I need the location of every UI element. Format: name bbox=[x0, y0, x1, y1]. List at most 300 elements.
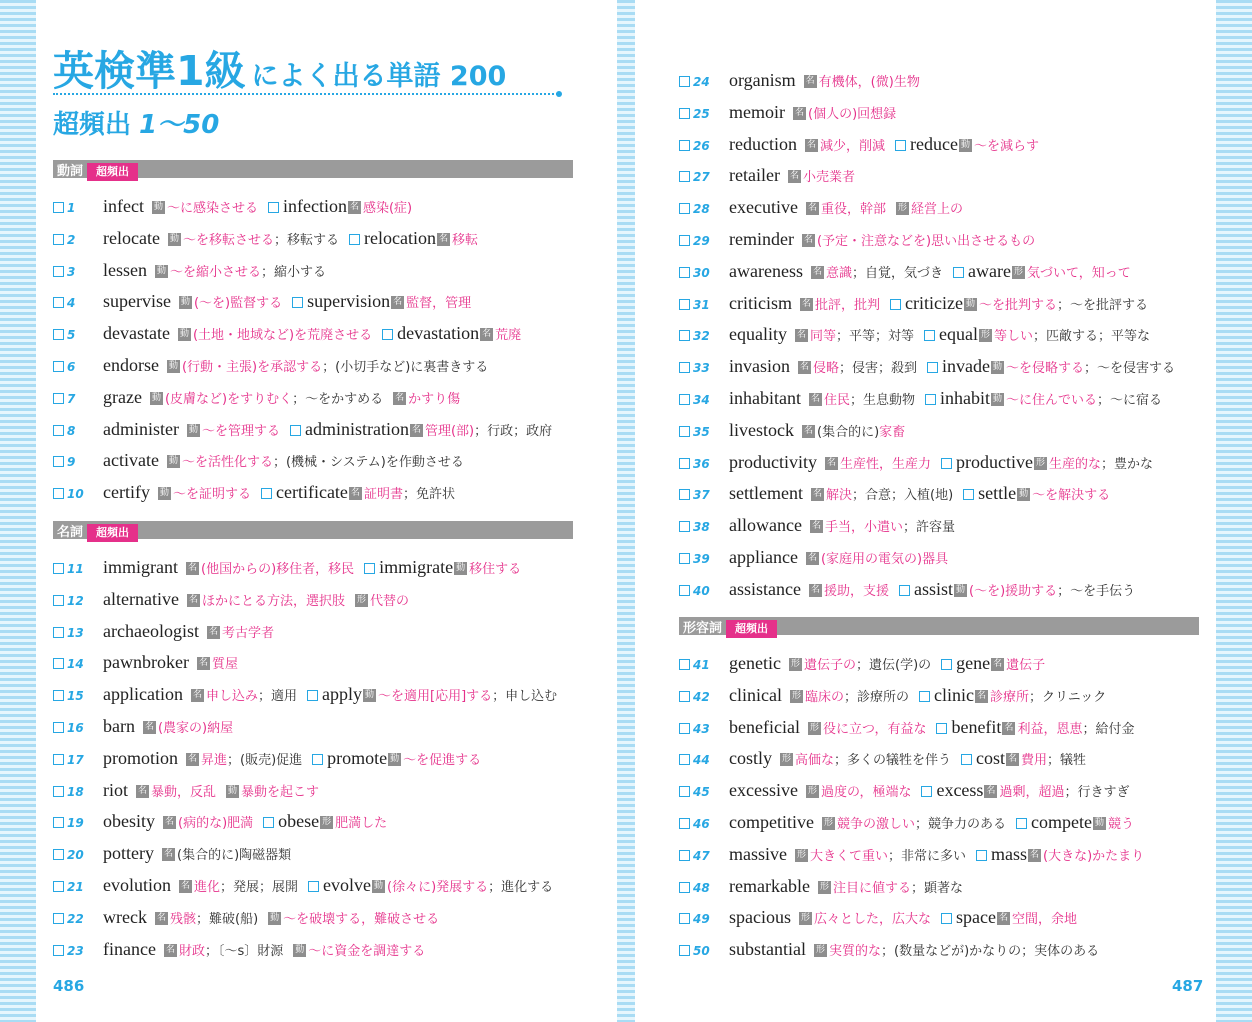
checkbox[interactable] bbox=[53, 817, 64, 828]
headword: invasion bbox=[729, 356, 790, 376]
definition: 意識 bbox=[825, 266, 852, 281]
word-entry-row bbox=[53, 648, 573, 676]
checkbox[interactable] bbox=[679, 818, 690, 829]
headword: organism bbox=[729, 70, 796, 90]
pos-icon: 名 bbox=[1004, 723, 1014, 733]
headword: certify bbox=[103, 482, 150, 502]
derived-note: ；〜に宿る bbox=[1097, 393, 1163, 408]
derived-word: immigrate bbox=[379, 557, 454, 577]
page-number-right: 487 bbox=[1172, 977, 1204, 995]
headword: assistance bbox=[729, 579, 801, 599]
checkbox[interactable] bbox=[679, 786, 690, 797]
entry-number: 21 bbox=[67, 880, 84, 894]
checkbox[interactable] bbox=[308, 881, 319, 892]
pos-icon: 動 bbox=[365, 690, 375, 700]
pos-icon: 名 bbox=[812, 489, 822, 499]
headword: clinical bbox=[729, 685, 782, 705]
definition-note: ；多くの犠牲を伴う bbox=[834, 753, 952, 768]
entry-number: 9 bbox=[67, 455, 76, 469]
word-entry-row bbox=[679, 744, 1199, 772]
word-entry-row bbox=[679, 130, 1199, 158]
pos-icon: 名 bbox=[976, 691, 986, 701]
word-entry-row bbox=[679, 193, 1199, 221]
section-badge: 超頻出 bbox=[87, 524, 138, 542]
word-entry-row bbox=[53, 839, 573, 867]
headword: evolution bbox=[103, 875, 171, 895]
definition: (皮膚など)をすりむく bbox=[164, 392, 293, 407]
headword: equality bbox=[729, 324, 787, 344]
derived-definition: 代替の bbox=[369, 594, 409, 609]
checkbox[interactable] bbox=[953, 267, 964, 278]
checkbox[interactable] bbox=[941, 913, 952, 924]
checkbox[interactable] bbox=[679, 945, 690, 956]
headword: pottery bbox=[103, 843, 154, 863]
entry-number: 39 bbox=[693, 552, 710, 566]
entry-number: 23 bbox=[67, 944, 84, 958]
pos-icon: 動 bbox=[169, 234, 179, 244]
derived-word: devastation bbox=[397, 323, 480, 343]
definition-note: ；平等；対等 bbox=[836, 329, 915, 344]
pos-icon: 形 bbox=[815, 945, 825, 955]
headword: remarkable bbox=[729, 876, 810, 896]
word-entry-row bbox=[679, 575, 1199, 603]
checkbox[interactable] bbox=[679, 754, 690, 765]
definition: 小売業者 bbox=[802, 170, 855, 185]
headword: immigrant bbox=[103, 557, 178, 577]
entry-number: 17 bbox=[67, 753, 84, 767]
definition: 手当，小遣い bbox=[824, 520, 903, 535]
definition: 住民 bbox=[823, 393, 850, 408]
checkbox[interactable] bbox=[53, 849, 64, 860]
word-entry-row bbox=[679, 840, 1199, 868]
word-entry-row bbox=[679, 320, 1199, 348]
checkbox[interactable] bbox=[268, 202, 279, 213]
derived-definition: 生産的な bbox=[1049, 457, 1102, 472]
checkbox[interactable] bbox=[53, 563, 64, 574]
headword: beneficial bbox=[729, 717, 800, 737]
word-entry-row bbox=[679, 543, 1199, 571]
checkbox[interactable] bbox=[679, 882, 690, 893]
checkbox[interactable] bbox=[349, 234, 360, 245]
entry-number: 48 bbox=[693, 881, 710, 895]
word-entry-row bbox=[679, 903, 1199, 931]
headword: obesity bbox=[103, 811, 155, 831]
word-entry-row bbox=[679, 808, 1199, 836]
pos-icon: 形 bbox=[1013, 267, 1023, 277]
checkbox[interactable] bbox=[679, 489, 690, 500]
definition-note: ；競争力のある bbox=[915, 817, 1007, 832]
headword: lessen bbox=[103, 260, 147, 280]
pos-icon: 名 bbox=[438, 234, 448, 244]
checkbox[interactable] bbox=[1016, 818, 1027, 829]
word-entry-row bbox=[679, 416, 1199, 444]
derived-word: gene bbox=[956, 653, 991, 673]
definition: (〜を)監督する bbox=[193, 296, 283, 311]
definition: 大きくて重い bbox=[810, 849, 889, 864]
derived-word: reduce bbox=[910, 134, 958, 154]
headword: reduction bbox=[729, 134, 797, 154]
derived-word: assist bbox=[914, 579, 954, 599]
definition: 進化 bbox=[194, 880, 221, 895]
pos-icon: 形 bbox=[897, 203, 907, 213]
derived-word: benefit bbox=[951, 717, 1002, 737]
definition: 申し込み bbox=[205, 689, 258, 704]
definition: 〜を管理する bbox=[201, 424, 280, 439]
checkbox[interactable] bbox=[927, 362, 938, 373]
headword: memoir bbox=[729, 102, 785, 122]
derived-note: ；豊かな bbox=[1101, 457, 1154, 472]
left-page bbox=[36, 0, 617, 1022]
checkbox[interactable] bbox=[261, 488, 272, 499]
checkbox[interactable] bbox=[679, 394, 690, 405]
definition: 過度の，極端な bbox=[820, 785, 912, 800]
pos-icon: 名 bbox=[789, 171, 799, 181]
derived-note: ；行きすぎ bbox=[1064, 785, 1130, 800]
checkbox[interactable] bbox=[679, 235, 690, 246]
word-entry-row bbox=[679, 479, 1199, 507]
checkbox[interactable] bbox=[53, 425, 64, 436]
entry-number: 49 bbox=[693, 912, 710, 926]
definition: 〜に感染させる bbox=[166, 201, 258, 216]
subtitle bbox=[53, 104, 219, 141]
definition-note: ；難破(船) bbox=[196, 912, 259, 927]
entry-number: 38 bbox=[693, 520, 710, 534]
checkbox[interactable] bbox=[936, 723, 947, 734]
pos-icon: 名 bbox=[806, 140, 816, 150]
derived-word: administration bbox=[305, 419, 409, 439]
checkbox[interactable] bbox=[679, 585, 690, 596]
headword: criticism bbox=[729, 293, 792, 313]
checkbox[interactable] bbox=[679, 659, 690, 670]
pos-icon: 動 bbox=[956, 585, 966, 595]
pos-icon: 形 bbox=[791, 691, 801, 701]
checkbox[interactable] bbox=[382, 329, 393, 340]
headword: retailer bbox=[729, 165, 780, 185]
checkbox[interactable] bbox=[53, 786, 64, 797]
definition: (農家の)納屋 bbox=[157, 721, 234, 736]
pos-icon: 名 bbox=[803, 235, 813, 245]
definition: (予定・注意などを)思い出させるもの bbox=[816, 234, 1036, 249]
definition-note: ；〜をかすめる bbox=[292, 392, 384, 407]
checkbox[interactable] bbox=[899, 585, 910, 596]
word-entry-row bbox=[53, 256, 573, 284]
word-entry-row bbox=[53, 935, 573, 963]
definition: 援助，支援 bbox=[823, 584, 889, 599]
checkbox[interactable] bbox=[976, 850, 987, 861]
derived-definition: 経営上の bbox=[910, 202, 963, 217]
checkbox[interactable] bbox=[679, 171, 690, 182]
checkbox[interactable] bbox=[679, 362, 690, 373]
pos-icon: 動 bbox=[168, 456, 178, 466]
checkbox[interactable] bbox=[53, 627, 64, 638]
word-entry-row bbox=[53, 287, 573, 315]
checkbox[interactable] bbox=[290, 425, 301, 436]
checkbox[interactable] bbox=[679, 76, 690, 87]
headword: promotion bbox=[103, 748, 178, 768]
derived-word: criticize bbox=[905, 293, 963, 313]
derived-definition: 〜に住んでいる bbox=[1006, 393, 1098, 408]
checkbox[interactable] bbox=[941, 659, 952, 670]
derived-word: relocation bbox=[363, 228, 436, 248]
entry-number: 27 bbox=[693, 170, 710, 184]
definition: ほかにとる方法，選択肢 bbox=[201, 594, 345, 609]
headword: wreck bbox=[103, 907, 147, 927]
checkbox[interactable] bbox=[679, 521, 690, 532]
checkbox[interactable] bbox=[919, 691, 930, 702]
definition: 臨床の bbox=[804, 690, 844, 705]
checkbox[interactable] bbox=[53, 234, 64, 245]
word-entry-row bbox=[679, 257, 1199, 285]
checkbox[interactable] bbox=[941, 458, 952, 469]
checkbox[interactable] bbox=[53, 690, 64, 701]
checkbox[interactable] bbox=[679, 330, 690, 341]
section-badge: 超頻出 bbox=[87, 163, 138, 181]
word-entry-row bbox=[679, 713, 1199, 741]
definition: 遺伝子の bbox=[803, 658, 856, 673]
pos-icon: 形 bbox=[790, 659, 800, 669]
derived-definition: 〜に資金を調達する bbox=[308, 944, 426, 959]
definition-note: ；自覚，気づき bbox=[851, 266, 943, 281]
checkbox[interactable] bbox=[53, 595, 64, 606]
pos-icon: 形 bbox=[796, 850, 806, 860]
word-entry-row bbox=[53, 415, 573, 443]
checkbox[interactable] bbox=[679, 850, 690, 861]
word-entry-row bbox=[679, 384, 1199, 412]
definition-note: ；移転する bbox=[273, 233, 339, 248]
definition: 解決 bbox=[825, 488, 852, 503]
pos-icon: 名 bbox=[156, 913, 166, 923]
entry-number: 1 bbox=[67, 201, 76, 215]
definition: (行動・主張)を承認する bbox=[181, 360, 323, 375]
checkbox[interactable] bbox=[679, 553, 690, 564]
definition-note: ；(販売)促進 bbox=[227, 753, 303, 768]
word-entry-row bbox=[53, 776, 573, 804]
checkbox[interactable] bbox=[53, 266, 64, 277]
headword: infect bbox=[103, 196, 144, 216]
section-label: 動詞 bbox=[57, 164, 84, 179]
pos-icon: 形 bbox=[807, 786, 817, 796]
checkbox[interactable] bbox=[53, 488, 64, 499]
pos-icon: 動 bbox=[153, 202, 163, 212]
pos-icon: 形 bbox=[322, 817, 332, 827]
derived-definition: 荒廃 bbox=[495, 328, 522, 343]
headword: riot bbox=[103, 780, 128, 800]
derived-definition: かすり傷 bbox=[408, 392, 461, 407]
checkbox[interactable] bbox=[679, 426, 690, 437]
pos-icon: 動 bbox=[159, 488, 169, 498]
checkbox[interactable] bbox=[924, 330, 935, 341]
pos-icon: 動 bbox=[390, 754, 400, 764]
subtitle-range: 1〜50 bbox=[139, 110, 220, 140]
checkbox[interactable] bbox=[963, 489, 974, 500]
checkbox[interactable] bbox=[312, 754, 323, 765]
checkbox[interactable] bbox=[53, 754, 64, 765]
word-entry-row bbox=[53, 383, 573, 411]
entry-number: 7 bbox=[67, 392, 76, 406]
checkbox[interactable] bbox=[53, 881, 64, 892]
pos-icon: 名 bbox=[188, 595, 198, 605]
headword: livestock bbox=[729, 420, 794, 440]
checkbox[interactable] bbox=[53, 456, 64, 467]
word-entry-row bbox=[53, 744, 573, 772]
derived-word: promote bbox=[327, 748, 388, 768]
entry-number: 14 bbox=[67, 657, 84, 671]
checkbox[interactable] bbox=[53, 329, 64, 340]
checkbox[interactable] bbox=[53, 393, 64, 404]
pos-icon: 動 bbox=[180, 297, 190, 307]
checkbox[interactable] bbox=[925, 394, 936, 405]
word-entry-row bbox=[679, 98, 1199, 126]
entry-number: 8 bbox=[67, 424, 76, 438]
section-badge: 超頻出 bbox=[726, 620, 777, 638]
derived-note: ；行政；政府 bbox=[474, 424, 553, 439]
derived-definition: 〜を解決する bbox=[1032, 488, 1111, 503]
checkbox[interactable] bbox=[53, 361, 64, 372]
derived-definition: (徐々に)発展する bbox=[387, 880, 489, 895]
derived-word: obese bbox=[278, 811, 320, 831]
word-entry-row bbox=[679, 161, 1199, 189]
pos-icon: 名 bbox=[803, 426, 813, 436]
entry-number: 10 bbox=[67, 487, 84, 501]
checkbox[interactable] bbox=[895, 140, 906, 151]
entry-number: 2 bbox=[67, 233, 76, 247]
checkbox[interactable] bbox=[679, 299, 690, 310]
entry-number: 35 bbox=[693, 425, 710, 439]
entry-number: 34 bbox=[693, 393, 710, 407]
checkbox[interactable] bbox=[679, 691, 690, 702]
derived-definition: 費用 bbox=[1021, 753, 1048, 768]
pos-icon: 動 bbox=[168, 361, 178, 371]
derived-word: supervision bbox=[307, 291, 391, 311]
headword: endorse bbox=[103, 355, 159, 375]
checkbox[interactable] bbox=[307, 690, 318, 701]
derived-definition: 移住する bbox=[469, 562, 522, 577]
derived-note: ；進化する bbox=[488, 880, 554, 895]
definition-note: ；合意；入植(地) bbox=[852, 488, 954, 503]
definition-note: ；遺伝(学)の bbox=[856, 658, 932, 673]
derived-note: ；免許状 bbox=[402, 487, 455, 502]
checkbox[interactable] bbox=[921, 786, 932, 797]
word-entry-row bbox=[679, 649, 1199, 677]
checkbox[interactable] bbox=[53, 202, 64, 213]
pos-icon: 動 bbox=[188, 425, 198, 435]
pos-icon: 動 bbox=[993, 362, 1003, 372]
checkbox[interactable] bbox=[263, 817, 274, 828]
pos-icon: 動 bbox=[960, 140, 970, 150]
checkbox[interactable] bbox=[292, 297, 303, 308]
headword: devastate bbox=[103, 323, 170, 343]
entry-number: 40 bbox=[693, 584, 710, 598]
pos-icon: 名 bbox=[198, 658, 208, 668]
checkbox[interactable] bbox=[961, 754, 972, 765]
pos-icon: 形 bbox=[819, 882, 829, 892]
checkbox[interactable] bbox=[679, 267, 690, 278]
entry-number: 16 bbox=[67, 721, 84, 735]
definition-note: ；(機械・システム)を作動させる bbox=[272, 455, 464, 470]
headword: genetic bbox=[729, 653, 781, 673]
pos-icon: 名 bbox=[810, 394, 820, 404]
definition-note: ；発展；展開 bbox=[220, 880, 299, 895]
derived-definition: 〜を促進する bbox=[403, 753, 482, 768]
section-header-noun bbox=[53, 521, 573, 539]
definition: (土地・地域など)を荒廃させる bbox=[192, 328, 373, 343]
word-entry-row bbox=[53, 903, 573, 931]
checkbox[interactable] bbox=[679, 108, 690, 119]
derived-definition: 〜を侵略する bbox=[1006, 361, 1085, 376]
word-entry-row bbox=[53, 351, 573, 379]
entry-number: 37 bbox=[693, 488, 710, 502]
pos-icon: 名 bbox=[807, 203, 817, 213]
definition: 〜を証明する bbox=[172, 487, 251, 502]
definition: 残骸 bbox=[169, 912, 196, 927]
entry-number: 20 bbox=[67, 848, 84, 862]
entry-number: 11 bbox=[67, 562, 84, 576]
entry-number: 31 bbox=[693, 298, 710, 312]
pos-icon: 名 bbox=[799, 362, 809, 372]
pos-icon: 形 bbox=[356, 595, 366, 605]
pos-icon: 形 bbox=[980, 330, 990, 340]
derived-word: excess bbox=[936, 780, 984, 800]
pos-icon: 名 bbox=[187, 563, 197, 573]
entry-number: 33 bbox=[693, 361, 710, 375]
headword: pawnbroker bbox=[103, 652, 189, 672]
pos-icon: 名 bbox=[794, 108, 804, 118]
entry-number: 47 bbox=[693, 849, 710, 863]
derived-note: ；申し込む bbox=[492, 689, 558, 704]
checkbox[interactable] bbox=[53, 297, 64, 308]
word-entry-row bbox=[679, 872, 1199, 900]
checkbox[interactable] bbox=[679, 203, 690, 214]
section-header-adjective bbox=[679, 617, 1199, 635]
checkbox[interactable] bbox=[53, 945, 64, 956]
derived-definition: 等しい bbox=[994, 329, 1034, 344]
checkbox[interactable] bbox=[364, 563, 375, 574]
derived-note: ；〜を手伝う bbox=[1057, 584, 1136, 599]
pos-icon: 名 bbox=[810, 585, 820, 595]
page-title bbox=[53, 38, 507, 95]
entry-number: 15 bbox=[67, 689, 84, 703]
definition: 生産性，生産力 bbox=[840, 457, 932, 472]
headword: inhabitant bbox=[729, 388, 801, 408]
headword: allowance bbox=[729, 515, 802, 535]
headword: executive bbox=[729, 197, 798, 217]
derived-definition: (大きな)かたまり bbox=[1043, 849, 1145, 864]
checkbox[interactable] bbox=[53, 722, 64, 733]
derived-word: space bbox=[956, 907, 996, 927]
definition: 〜を活性化する bbox=[181, 455, 273, 470]
derived-word: certificate bbox=[275, 482, 348, 502]
section-label: 名詞 bbox=[57, 525, 84, 540]
headword: reminder bbox=[729, 229, 794, 249]
checkbox[interactable] bbox=[679, 913, 690, 924]
subtitle-label: 超頻出 bbox=[53, 110, 132, 140]
definition: 考古学者 bbox=[221, 626, 274, 641]
checkbox[interactable] bbox=[890, 299, 901, 310]
derived-definition: 監督，管理 bbox=[406, 296, 472, 311]
pos-icon: 動 bbox=[295, 945, 305, 955]
definition: 注目に値する bbox=[832, 881, 911, 896]
pos-icon: 名 bbox=[986, 786, 996, 796]
checkbox[interactable] bbox=[679, 458, 690, 469]
checkbox[interactable] bbox=[679, 723, 690, 734]
checkbox[interactable] bbox=[679, 140, 690, 151]
entry-number: 3 bbox=[67, 265, 76, 279]
pos-icon: 動 bbox=[374, 881, 384, 891]
entry-number: 44 bbox=[693, 753, 710, 767]
checkbox[interactable] bbox=[53, 658, 64, 669]
entry-number: 12 bbox=[67, 594, 84, 608]
checkbox[interactable] bbox=[53, 913, 64, 924]
